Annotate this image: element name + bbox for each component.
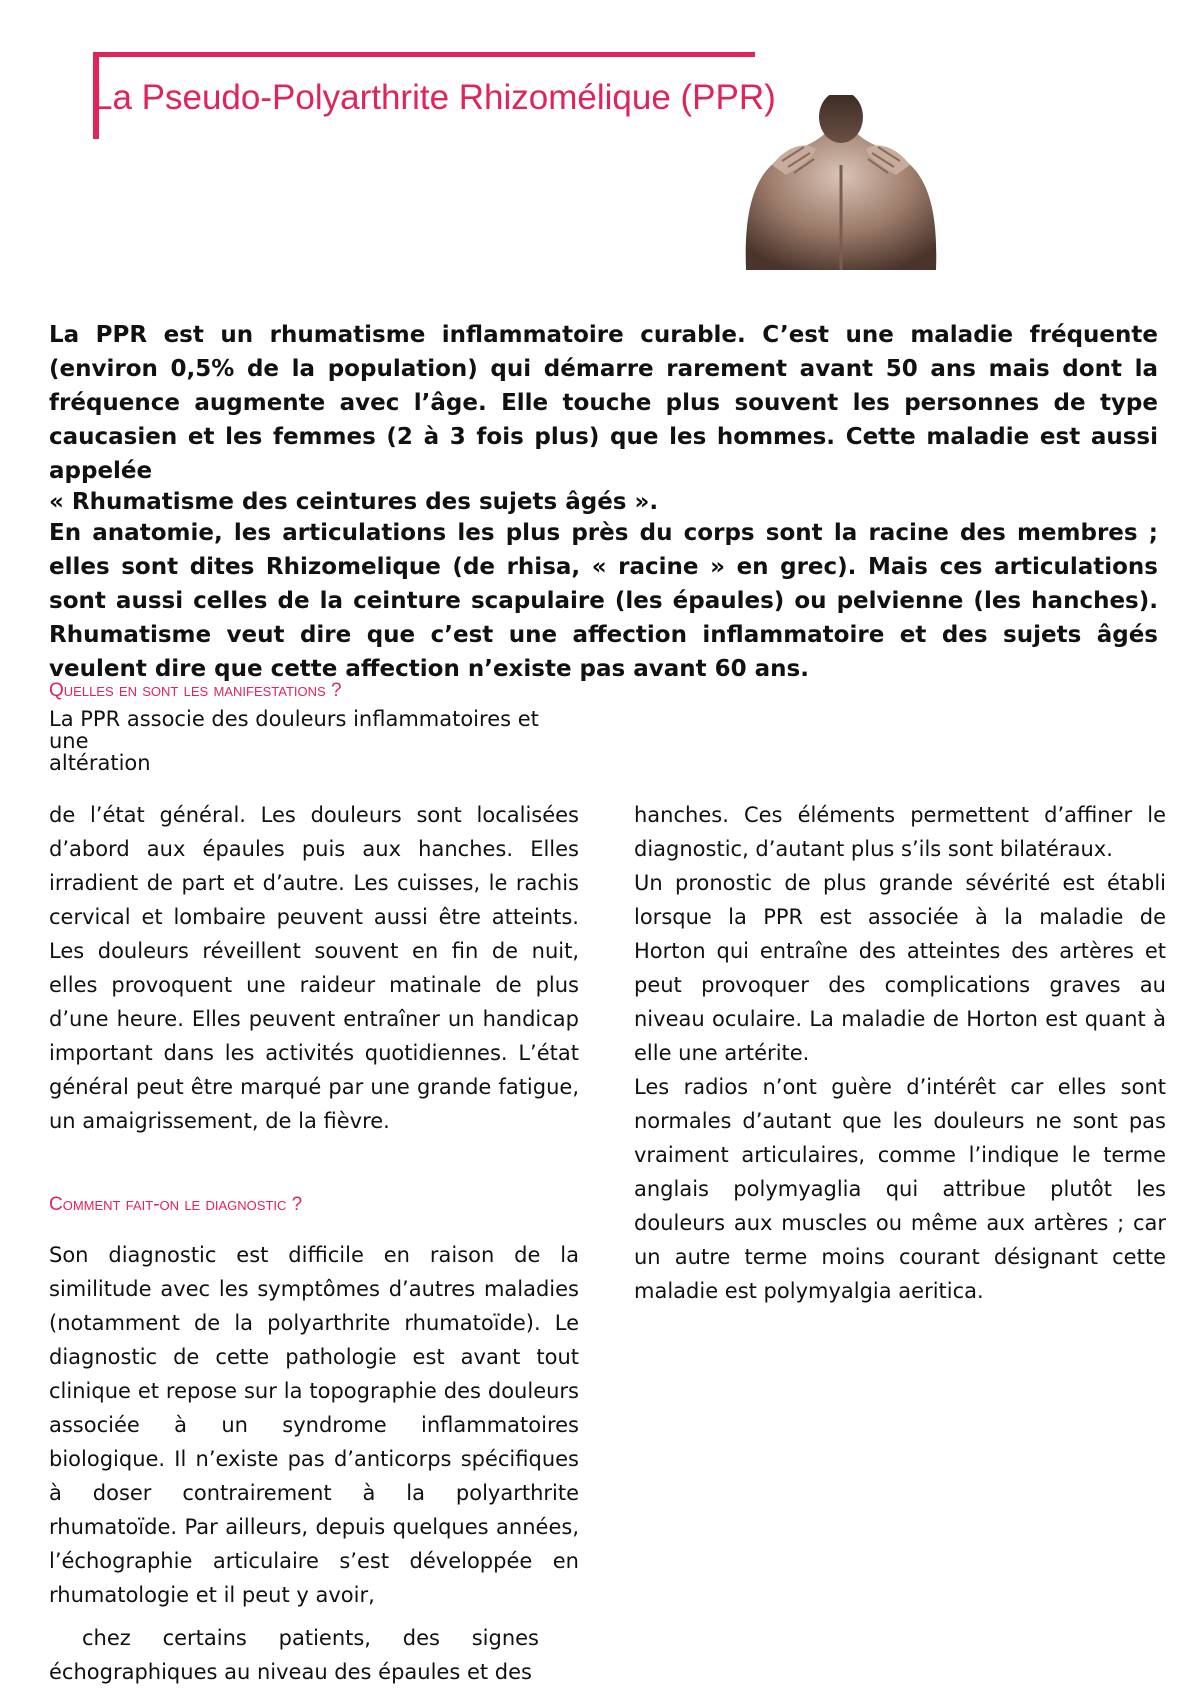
section-heading-manifestations: Quelles en sont les manifestations ? bbox=[49, 680, 342, 701]
diagnostic-tail bbox=[49, 1621, 539, 1689]
diagnostic-tail-text: chez certains patients, des signes échographiques au niveau des épaules et des bbox=[49, 1626, 539, 1684]
title-frame-top bbox=[93, 52, 755, 57]
page-title: La Pseudo-Polyarthrite Rhizomélique (PPR) bbox=[93, 78, 776, 117]
shoulder-pain-photo bbox=[742, 95, 940, 270]
intro-paragraph-1: La PPR est un rhumatisme inflammatoire curable. C’est une maladie fréquente (environ 0,5% de la population) qui démarre rarement avant 50 ans mais dont la fréquence augmente avec l’âge. Elle touche plus souvent les personnes de type caucasien et les femmes (2 à 3 fois plus) que les hommes. Cette maladie est aussi appelée bbox=[49, 322, 1158, 484]
section-heading-diagnostic: Comment fait-on le diagnostic ? bbox=[49, 1194, 303, 1215]
lead-line-1: La PPR associe des douleurs inflammatoires et bbox=[49, 707, 539, 731]
intro-paragraph-3: En anatomie, les articulations les plus près du corps sont la racine des membres ; elles sont dites Rhizomelique (de rhisa, « racine » en grec). Mais ces articulations sont aussi celles de la ceinture scapulaire (les épaules) ou pelvienne (les hanches). Rhumatisme veut dire que c’est une affection inflammatoire et des sujets âgés veulent dire que cette affection n’existe pas avant 60 ans. bbox=[49, 520, 1158, 682]
diagnostic-body: Son diagnostic est difficile en raison de la similitude avec les symptômes d’autres maladies (notamment de la polyarthrite rhumatoïde). Le diagnostic de cette pathologie est avant tout clinique et repose sur la topographie des douleurs associée à un syndrome inflammatoires biologique. Il n’existe pas d’anticorps spécifiques à doser contrairement à la polyarthrite rhumatoïde. Par ailleurs, depuis quelques années, l’échographie articulaire s’est développée en rhumatologie et il peut y avoir, bbox=[49, 1243, 579, 1607]
lead-line-3: altération bbox=[49, 751, 151, 775]
lead-line-2: une bbox=[49, 729, 89, 753]
right-paragraph-3: Les radios n’ont guère d’intérêt car elles sont normales d’autant que les douleurs ne sont pas vraiment articulaires, comme l’indique le terme anglais polymyaglia qui attribue plutôt les douleurs aux muscles ou même aux artères ; car un autre terme moins courant désignant cette maladie est polymyalgia aeritica. bbox=[634, 1075, 1166, 1303]
intro-block bbox=[49, 318, 1158, 686]
manifestations-body: de l’état général. Les douleurs sont localisées d’abord aux épaules puis aux hanches. Elles irradient de part et d’autre. Les cuisses, le rachis cervical et lombaire peuvent aussi être atteints. Les douleurs réveillent souvent en fin de nuit, elles provoquent une raideur matinale de plus d’une heure. Elles peuvent entraîner un handicap important dans les activités quotidiennes. L’état général peut être marqué par une grande fatigue, un amaigrissement, de la fièvre. bbox=[49, 803, 579, 1133]
intro-paragraph-2: « Rhumatisme des ceintures des sujets âgés ». bbox=[49, 489, 659, 515]
right-column bbox=[634, 798, 1166, 1308]
manifestations-lead bbox=[49, 708, 579, 774]
right-paragraph-2: Un pronostic de plus grande sévérité est établi lorsque la PPR est associée à la maladie de Horton qui entraîne des atteintes des artères et peut provoquer des complications graves au niveau oculaire. La maladie de Horton est quant à elle une artérite. bbox=[634, 871, 1166, 1065]
right-paragraph-1: hanches. Ces éléments permettent d’affiner le diagnostic, d’autant plus s’ils sont bilatéraux. bbox=[634, 803, 1166, 861]
